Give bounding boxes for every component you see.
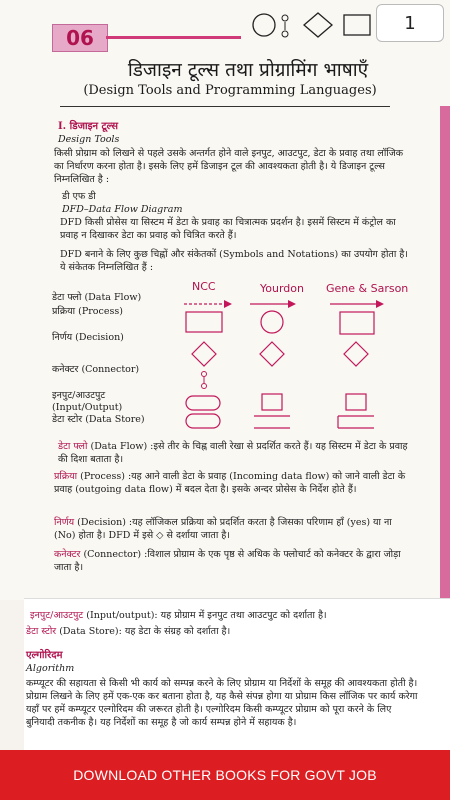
- col-head-yourdon: Yourdon: [260, 282, 304, 295]
- chapter-title-english: (Design Tools and Programming Languages): [83, 83, 377, 98]
- row-label-io-en: (Input/Output): [52, 402, 123, 413]
- chapter-rule: [106, 36, 241, 39]
- row-label-decision: निर्णय (Decision): [52, 332, 124, 343]
- dfd-paragraph: DFD किसी प्रोसेस या सिस्टम में डेटा के प्रवाह का चित्रात्मक प्रदर्शन है। इसमें सिस्टम में कंट्रोल का प्रवाह न दिखाकर डेटा का प्रवाह को चित्रित करते हैं।: [60, 217, 396, 241]
- col-head-ncc: NCC: [192, 280, 216, 293]
- process-definition: प्रक्रिया (Process) :यह आने वाली डेटा के प्रवाह (Incoming data flow) को जाने वाली डेटा के प्रवाह (outgoing data flow) में बदल देता है। इसके अन्दर प्रोसेस के निर्देश होते हैं।: [54, 471, 406, 495]
- row-label-connector: कनेक्टर (Connector): [52, 364, 140, 375]
- io-definition: इनपुट/आउटपुट (Input/output): यह प्रोग्राम में इनपुट तथा आउटपुट को दर्शाता है।: [30, 610, 327, 621]
- scanned-page-bottom: [24, 598, 450, 759]
- intro-paragraph: किसी प्रोग्राम को लिखने से पहले उसके अन्तर्गत होने वाले इनपुट, आउटपुट, डेटा के प्रवाह तथा लॉजिक का निर्धारण करना होता है। इसके लिए हमें डिजाइन टूल की आवश्यकता होती है। ये डिजाइन टूल्स निम्नलिखित है :: [54, 148, 404, 185]
- title-divider: [60, 106, 390, 107]
- page-number-badge[interactable]: 1: [376, 4, 444, 42]
- algorithm-heading: एल्गोरिदम Algorithm: [26, 650, 75, 674]
- datastore-definition: डेटा स्टोर (Data Store): यह डेटा के संग्रह को दर्शाता है।: [26, 626, 231, 637]
- row-label-dataflow: डेटा फ्लो (Data Flow): [52, 292, 142, 303]
- dfd-symbols-paragraph: DFD बनाने के लिए कुछ चिह्नों और संकेतकों (Symbols and Notations) का उपयोग होता है। ये संकेतक निम्नलिखित हैं :: [60, 249, 408, 273]
- chapter-title-hindi: डिजाइन टूल्स तथा प्रोग्रामिंग भाषाएँ: [127, 59, 369, 81]
- dfd-heading: डी एफ डी DFD–Data Flow Diagram: [62, 191, 183, 215]
- algorithm-paragraph: कम्प्यूटर की सहायता से किसी भी कार्य को सम्पन्न करने के लिए प्रोग्राम या निर्देशों के समूह की आवश्यकता होती है। प्रोग्राम लिखने के लिए हमें एक-एक कर बताना होता है, यह कैसे संपन्न होगा या प्रोग्राम किस लॉजिक पर कार्य करेगा यहाँ पर हमें कम्प्यूटर एल्गोरिदम की जरूरत होती है। एल्गोरिदम किसी कम्प्यूटर प्रोग्राम को पूरा करने के लिए बुनियादी तकनीक है। यह निर्देशों का समूह है जो कार्य सम्पन्न होने में सहायक है।: [26, 678, 418, 728]
- dfd-symbol-shapes: [180, 294, 410, 434]
- connector-definition: कनेक्टर (Connector) :विशाल प्रोग्राम के एक पृष्ठ से अधिक के फ्लोचार्ट को कनेक्टर के द्वारा जोड़ा जाता है।: [54, 549, 401, 573]
- row-label-datastore: डेटा स्टोर (Data Store): [52, 414, 145, 425]
- col-head-gane-sarson: Gene & Sarson: [326, 282, 409, 295]
- page-edge-strip: [440, 106, 450, 606]
- decision-definition: निर्णय (Decision) :यह लॉजिकल प्रक्रिया को प्रदर्शित करता है जिसका परिणाम हाँ (yes) या ना (No) होता है। DFD में इसे ◇ से दर्शाया जाता है।: [54, 517, 392, 541]
- flowchart-symbols-header: [246, 8, 386, 42]
- section-heading: I. डिजाइन टूल्स Design Tools: [58, 121, 120, 145]
- dataflow-definition: डेटा फ्लो (Data Flow) :इसे तीर के चिह्न वाली रेखा से प्रदर्शित करते हैं। यह सिस्टम में डेटा के प्रवाह की दिशा बताता है।: [58, 441, 408, 465]
- download-banner[interactable]: DOWNLOAD OTHER BOOKS FOR GOVT JOB: [0, 750, 450, 800]
- row-label-io: इनपुट/आउटपुट: [52, 390, 106, 401]
- dfd-symbol-table: [40, 280, 410, 430]
- chapter-number: 06: [52, 24, 108, 52]
- row-label-process: प्रक्रिया (Process): [52, 306, 123, 317]
